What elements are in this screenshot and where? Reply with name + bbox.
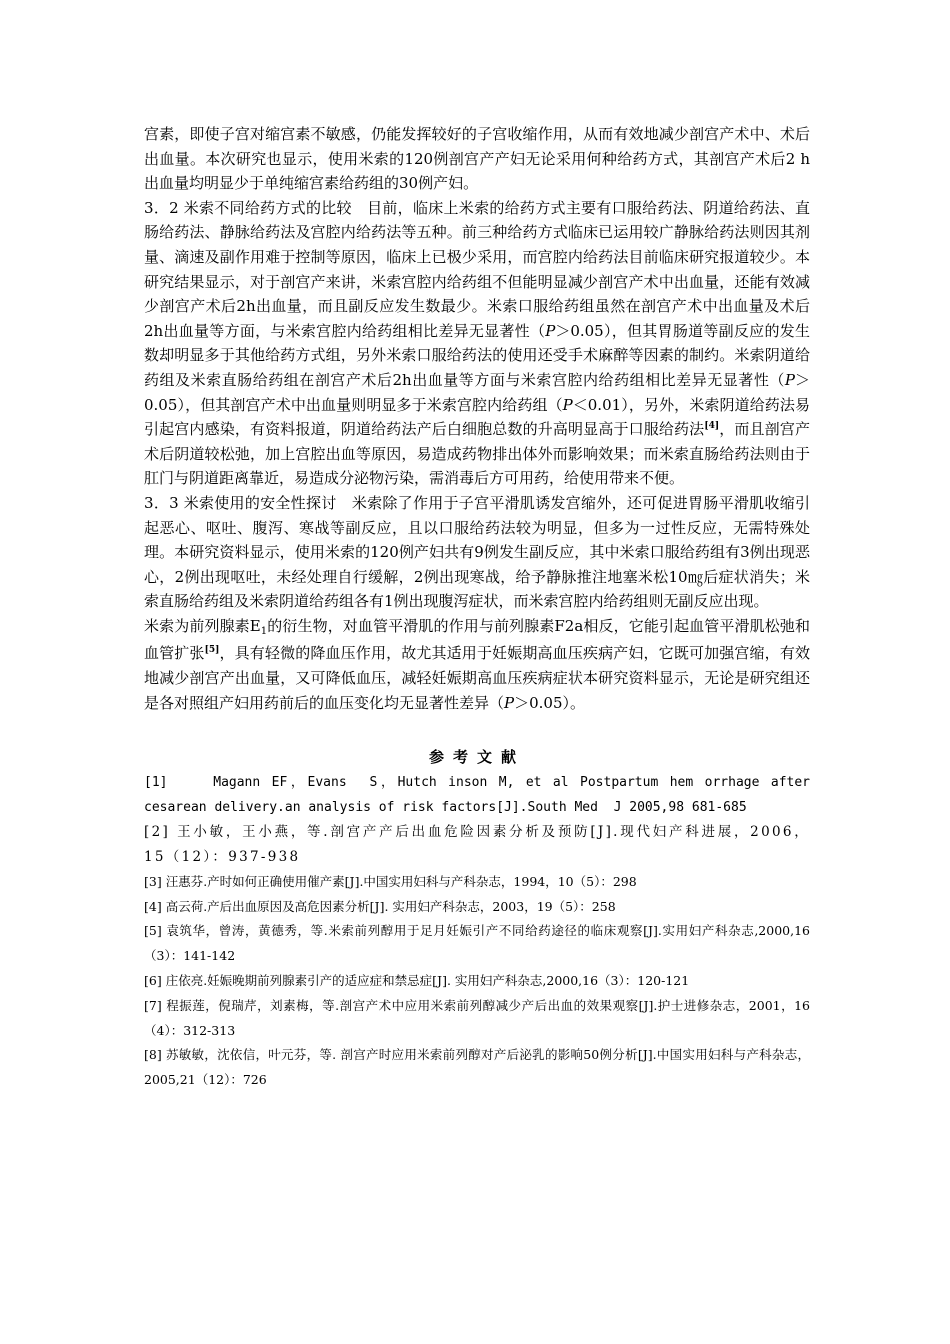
reference-number: [6] [144,973,162,989]
reference-number: [2] [144,824,171,841]
paragraph-text: 米索除了作用于子宫平滑肌诱发宫缩外，还可促进胃肠平滑肌收缩引起恶心、呕吐、腹泻、寒战等副反应，且以口服给药法较为明显，但多为一过性反应，无需特殊处理。本研究资料显示，使用米索的120例产妇共有9例发生副反应，其中米索口服给药组有3例出现恶心，2例出现呕吐，未经处理自行缓解，2例出现寒战，给予静脉推注地塞米松10㎎后症状消失；米索直肠给药组及米索阴道给药组各有1例出现腹泻症状，而米索宫腔内给药组则无副反应出现。 [144,493,810,611]
paragraph-text: ，而且剖宫产术后阴道较松弛，加上宫腔出血等原因，易造成药物排出体外而影响效果；而米索直肠给药法则由于肛门与阴道距离靠近，易造成分泌物污染，需消毒后方可用药，给使用带来不便。 [144,420,810,488]
reference-number: [7] [144,997,162,1013]
paragraph-text: ＞0.05），但其胃肠道等副反应的发生数却明显多于其他给药方式组，另外米索口服给药法的使用还受手术麻醉等因素的制约。米索阴道给药组及米索直肠给药组在剖宫产术后2h出血量等方面与米索宫腔内给药组相比差异无显著性（ [144,321,810,389]
reference-text: 王小敏，王小燕，等.剖宫产产后出血危险因素分析及预防[J].现代妇产科进展，2006，15（12）：937-938 [144,824,810,866]
references-title: 参考文献 [428,748,525,767]
section-3-3 [144,491,810,614]
reference-text: 程振莲，倪瑞芹，刘素梅，等.剖宫产术中应用米索前列醇减少产后出血的效果观察[J].护士进修杂志，2001，16（4）：312-313 [144,997,810,1038]
reference-item [144,771,818,820]
reference-text: 高云荷.产后出血原因及高危因素分析[J]. 实用妇产科杂志，2003，19（5）：258 [165,898,616,914]
paragraph-text: 目前，临床上米索的给药方式主要有口服给药法、阴道给药法、直肠给药法、静脉给药法及宫腔内给药法等五种。前三种给药方式临床已运用较广静脉给药法则因其剂量、滴速及副作用难于控制等原因，临床上已极少采用，而宫腔内给药法目前临床研究报道较少。本研究结果显示，对于剖宫产来讲，米索宫腔内给药组不但能明显减少剖宫产术中出血量，还能有效减少剖宫产术后2h出血量，而且副反应发生数最少。米索口服给药组虽然在剖宫产术中出血量及术后2h出血量等方面，与米索宫腔内给药组相比差异无显著性（ [144,198,810,340]
p-value-symbol: P [545,321,556,340]
citation-marker: [4] [704,421,720,432]
reference-item [144,870,810,895]
section-heading: 3．2 米索不同给药方式的比较 [144,198,368,217]
section-3-2 [144,196,810,491]
p-value-symbol: P [504,693,515,712]
paragraph-text: ＞0.05），但其剖宫产术中出血量则明显多于米索宫腔内给药组（ [144,370,810,414]
paragraph-text: 米索为前列腺素E [144,616,261,635]
section-heading: 3．3 米索使用的安全性探讨 [144,493,352,512]
reference-item [144,1043,810,1093]
subscript: 1 [260,625,268,637]
reference-text: 袁筑华，曾涛，黄德秀，等.米索前列醇用于足月妊娠引产不同给药途径的临床观察[J].实用妇产科杂志,2000,16（3）：141-142 [144,923,810,964]
reference-text: 苏敏敏，沈依信，叶元芬，等. 剖宫产时应用米索前列醇对产后泌乳的影响50例分析[J].中国实用妇科与产科杂志，2005,21（12）：726 [144,1047,810,1088]
paragraph-text: 的衍生物，对血管平滑肌的作用与前列腺素F2a相反，它能引起血管平滑肌松弛和血管扩张 [144,616,810,663]
p-value-symbol: P [562,395,573,414]
p-value-symbol: P [784,370,795,389]
paragraph-prostaglandin [144,614,810,715]
reference-text: 庄依亮.妊娠晚期前列腺素引产的适应症和禁忌症[J]. 实用妇产科杂志,2000,16（3）：120-121 [165,973,690,989]
reference-list [144,771,818,1093]
reference-number: [4] [144,898,162,914]
reference-number: [8] [144,1047,162,1063]
reference-item [144,820,810,870]
reference-number: [3] [144,873,162,889]
paragraph-text: ＜0.01），另外，米索阴道给药法易引起宫内感染，有资料报道，阴道给药法产后白细胞总数的升高明显高于口服给药法 [144,395,810,439]
reference-number: [1] [144,775,168,791]
reference-item [144,895,810,920]
reference-text: Magann EF，Evans S，Hutch inson M, et al Postpartum hem orrhage after cesarean delivery.an analysis of risk factors[J].South Med J 2005,98 681-685 [144,775,818,815]
reference-item [144,994,810,1044]
body-text [144,122,810,715]
reference-item [144,919,810,969]
citation-marker: [5] [204,645,220,656]
reference-text: 汪惠芬.产时如何正确使用催产素[J].中国实用妇科与产科杂志，1994，10（5）：298 [165,873,637,889]
reference-number: [5] [144,923,162,939]
paragraph-continuation: 宫素，即使子宫对缩宫素不敏感，仍能发挥较好的子宫收缩作用，从而有效地减少剖宫产术中、术后出血量。本次研究也显示，使用米索的120例剖宫产产妇无论采用何种给药方式，其剖宫产术后2 h出血量均明显少于单纯缩宫素给药组的30例产妇。 [144,125,810,193]
paragraph-text: ，具有轻微的降血压作用，故尤其适用于妊娠期高血压疾病产妇，它既可加强宫缩，有效地减少剖宫产出血量，又可降低血压，减轻妊娠期高血压疾病症状本研究资料显示，无论是研究组还是各对照组产妇用药前后的血压变化均无显著性差异（ [144,644,810,712]
document-page [144,122,818,1093]
reference-item [144,969,810,994]
paragraph-text: ＞0.05）。 [514,693,586,712]
